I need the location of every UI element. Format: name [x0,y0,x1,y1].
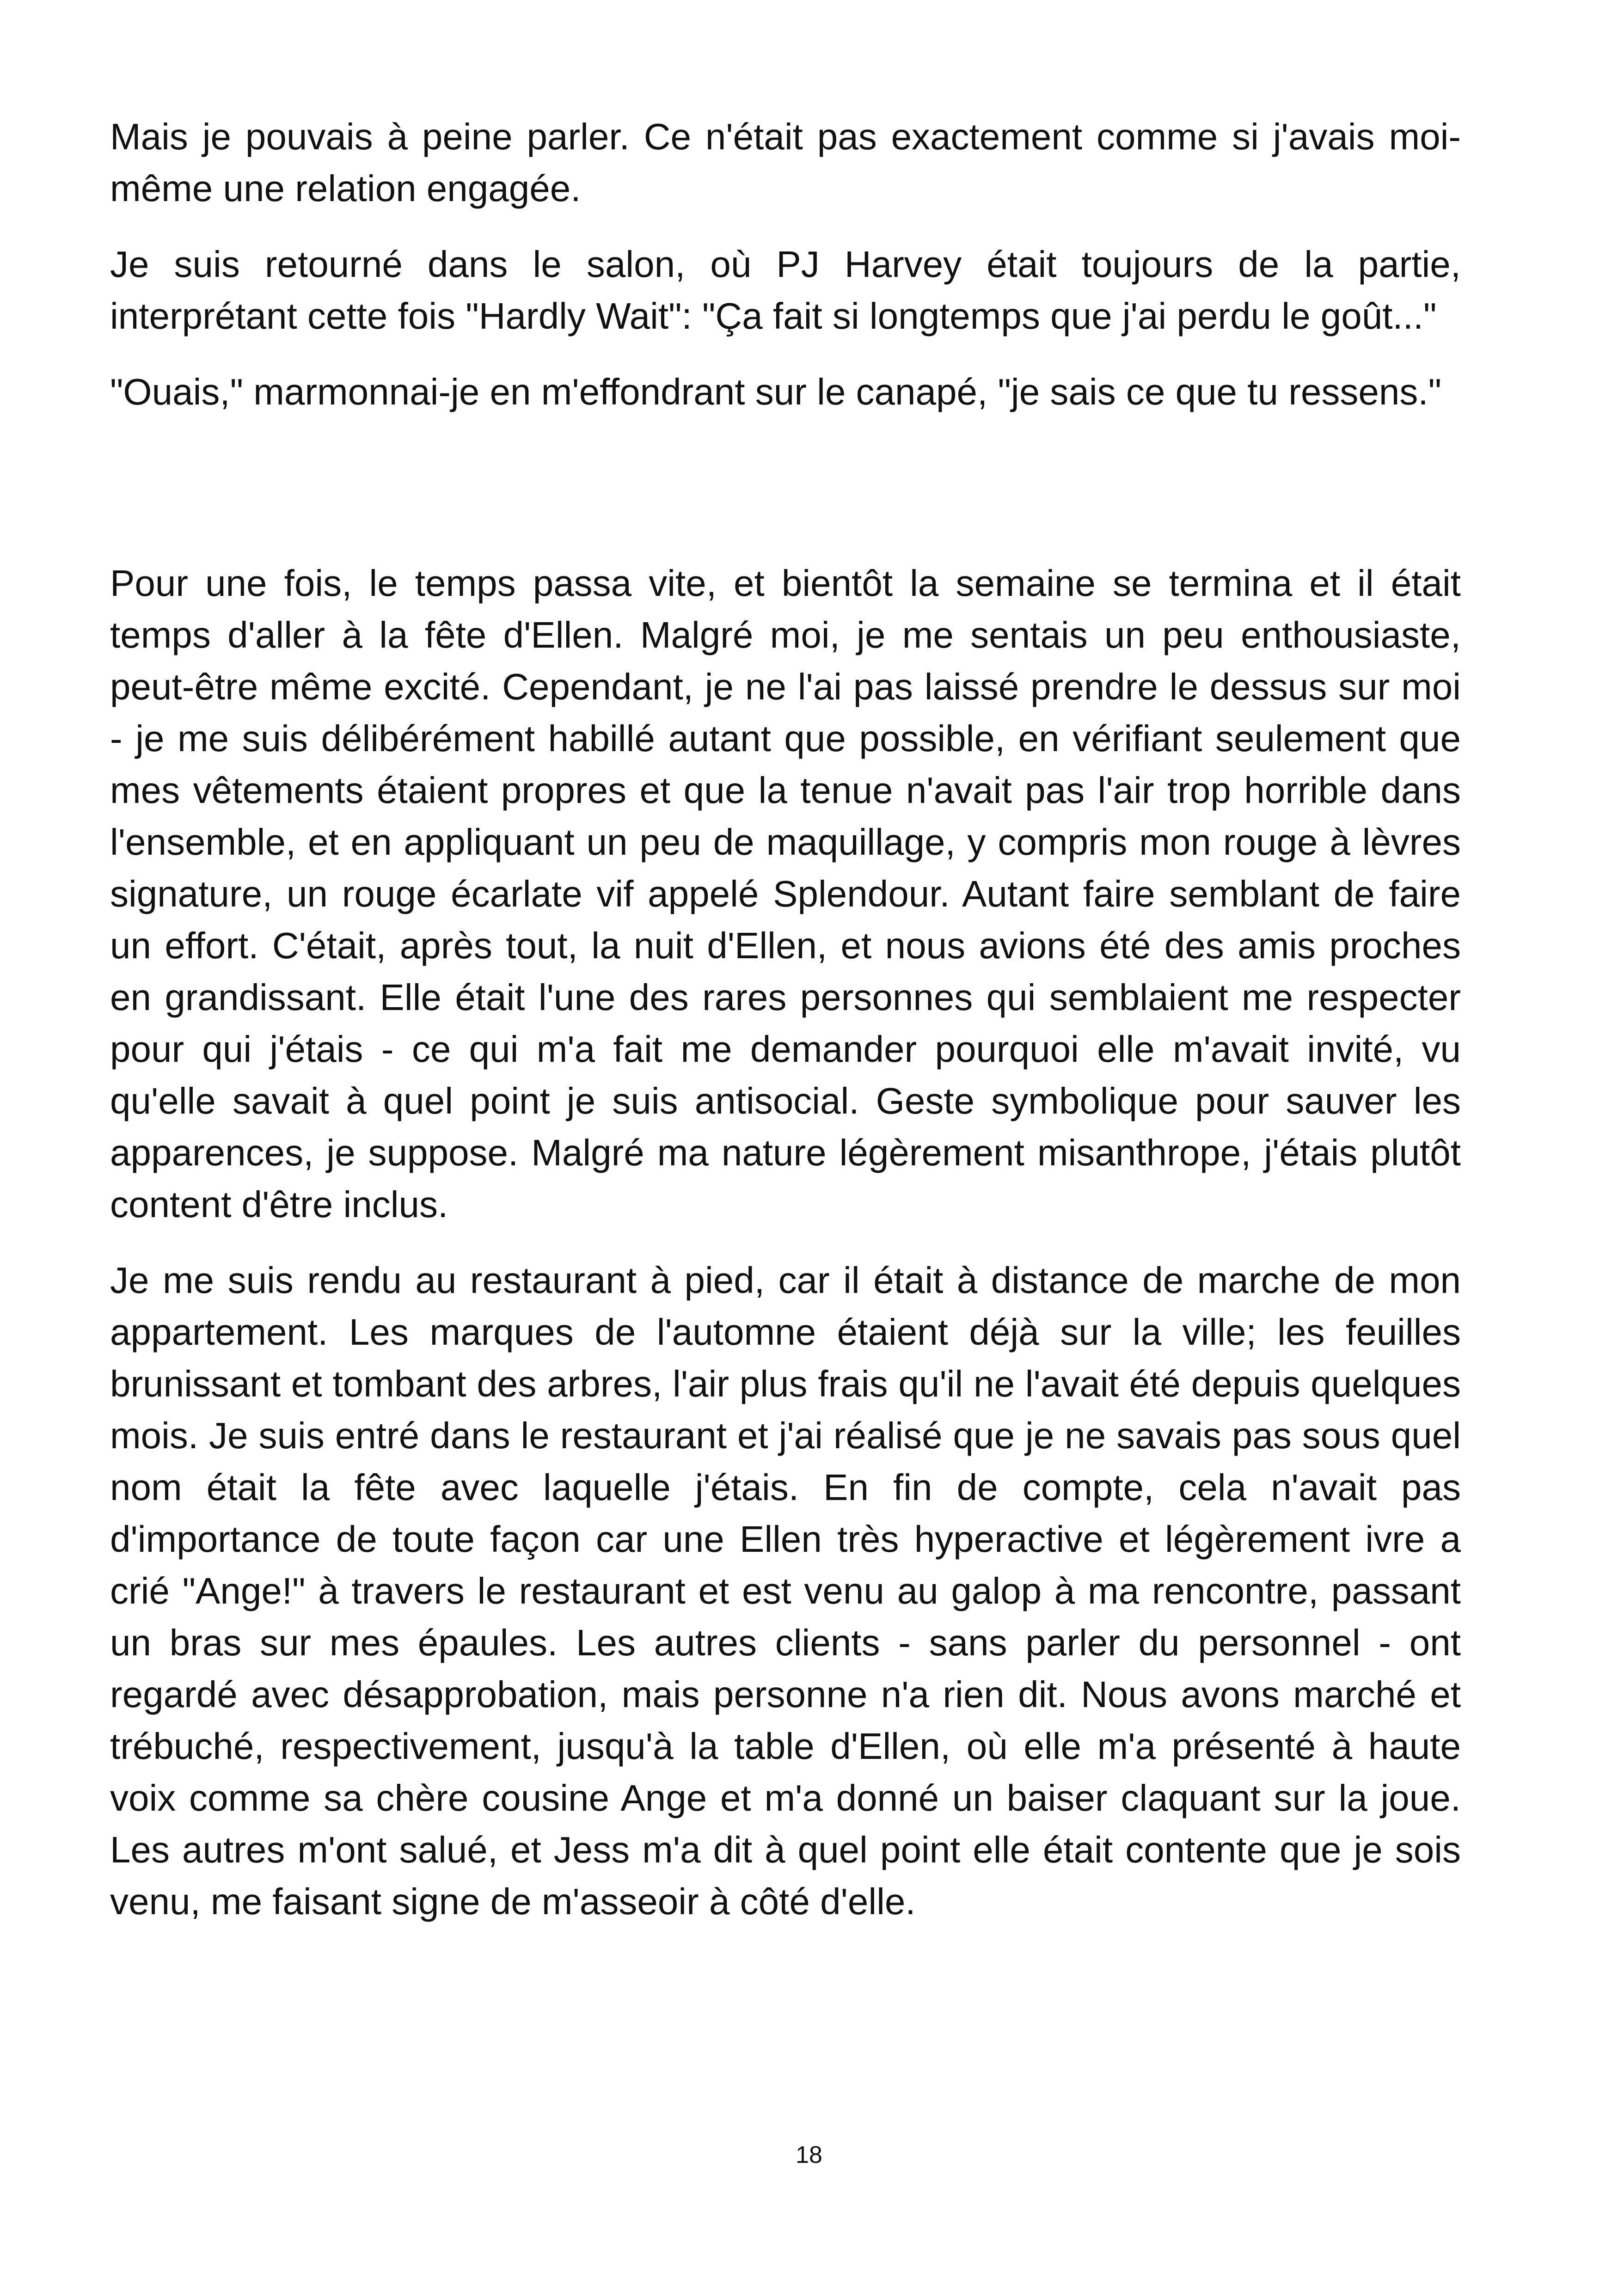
paragraph: Mais je pouvais à peine parler. Ce n'était pas exactement comme si j'avais moi-même une relation engagée. [110,116,1461,209]
paragraph: Pour une fois, le temps passa vite, et bientôt la semaine se termina et il était temps d'aller à la fête d'Ellen. Malgré moi, je me sentais un peu enthousiaste, peut-être même excité. Cependant, je ne l'ai pas laissé prendre le dessus sur moi - je me suis délibérément habillé autant que possible, en vérifiant seulement que mes vêtements étaient propres et que la tenue n'avait pas l'air trop horrible dans l'ensemble, et en appliquant un peu de maquillage, y compris mon rouge à lèvres signature, un rouge écarlate vif appelé Splendour. Autant faire semblant de faire un effort. C'était, après tout, la nuit d'Ellen, et nous avions été des amis proches en grandissant. Elle était l'une des rares personnes qui semblaient me respecter pour qui j'étais - ce qui m'a fait me demander pourquoi elle m'avait invité, vu qu'elle savait à quel point je suis antisocial. Geste symbolique pour sauver les apparences, je suppose. Malgré ma nature légèrement misanthrope, j'étais plutôt content d'être inclus. [110,563,1461,1225]
body-text [110,111,1461,1952]
scene-break [110,442,1461,557]
page-number: 18 [796,2142,822,2168]
paragraph: "Ouais," marmonnai-je en m'effondrant sur le canapé, "je sais ce que tu ressens." [110,371,1441,412]
paragraph: Je me suis rendu au restaurant à pied, car il était à distance de marche de mon appartement. Les marques de l'automne étaient déjà sur la ville; les feuilles brunissant et tombant des arbres, l'air plus frais qu'il ne l'avait été depuis quelques mois. Je suis entré dans le restaurant et j'ai réalisé que je ne savais pas sous quel nom était la fête avec laquelle j'étais. En fin de compte, cela n'avait pas d'importance de toute façon car une Ellen très hyperactive et légèrement ivre a crié "Ange!" à travers le restaurant et est venu au galop à ma rencontre, passant un bras sur mes épaules. Les autres clients - sans parler du personnel - ont regardé avec désapprobation, mais personne n'a rien dit. Nous avons marché et trébuché, respectivement, jusqu'à la table d'Ellen, où elle m'a présenté à haute voix comme sa chère cousine Ange et m'a donné un baiser claquant sur la joue. Les autres m'ont salué, et Jess m'a dit à quel point elle était contente que je sois venu, me faisant signe de m'asseoir à côté d'elle. [110,1260,1461,1922]
paragraph: Je suis retourné dans le salon, où PJ Harvey était toujours de la partie, interprétant cette fois "Hardly Wait": "Ça fait si longtemps que j'ai perdu le goût..." [110,244,1461,337]
